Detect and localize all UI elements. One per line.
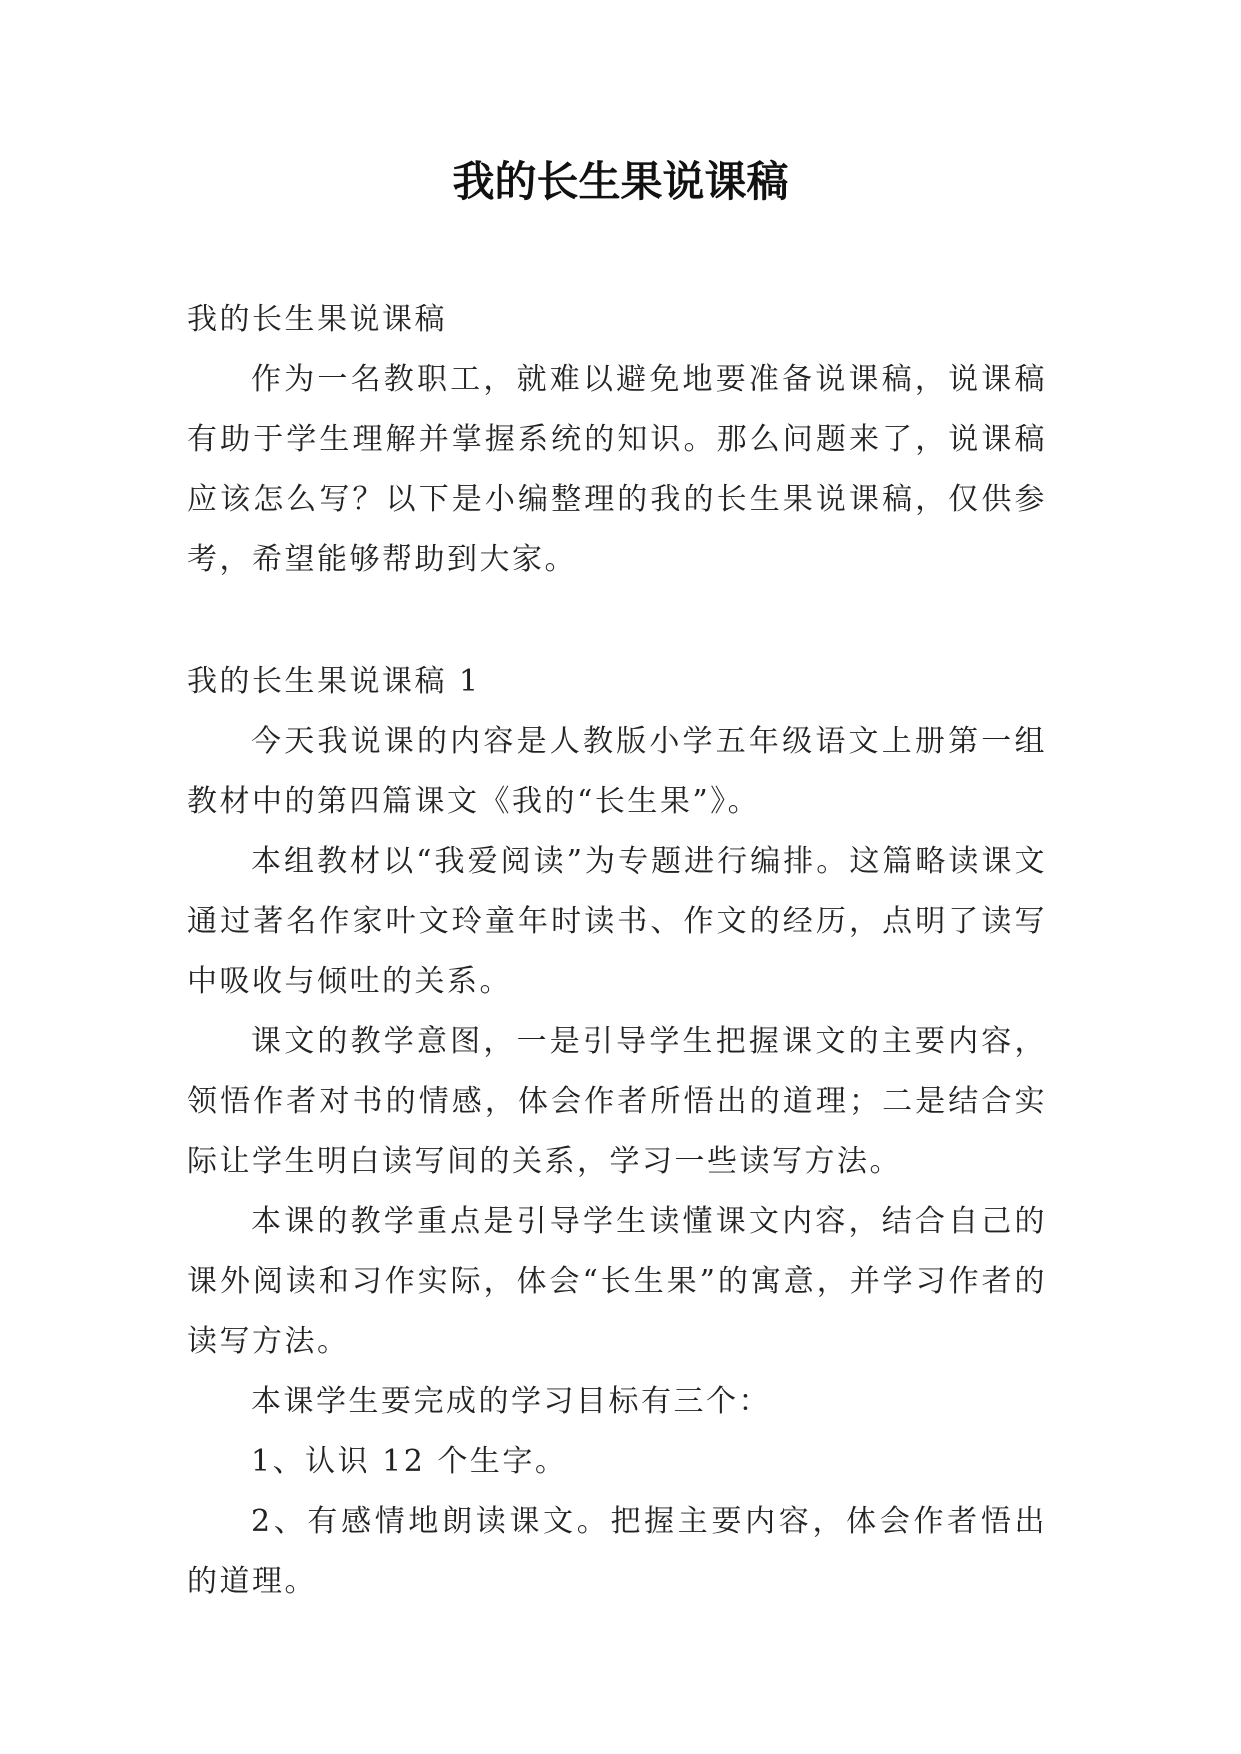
section-spacer <box>187 590 1047 652</box>
paragraph-teaching-intent: 课文的教学意图，一是引导学生把握课文的主要内容，领悟作者对书的情感，体会作者所悟出的道理；二是结合实际让学生明白读写间的关系，学习一些读写方法。 <box>187 1024 1047 1179</box>
objective-item-1: 1、认识 12 个生字。 <box>251 1444 568 1479</box>
paragraph-objectives-intro: 本课学生要完成的学习目标有三个： <box>251 1384 771 1419</box>
objective-item-2: 2、有感情地朗读课文。把握主要内容，体会作者悟出的道理。 <box>187 1504 1047 1599</box>
document-body <box>187 290 1047 1612</box>
paragraph-lesson-content: 今天我说课的内容是人教版小学五年级语文上册第一组教材中的第四篇课文《我的“长生果”》。 <box>187 724 1047 819</box>
paragraph-textbook-theme: 本组教材以“我爱阅读”为专题进行编排。这篇略读课文通过著名作家叶文玲童年时读书、作文的经历，点明了读写中吸收与倾吐的关系。 <box>187 844 1047 999</box>
paragraph-teaching-focus: 本课的教学重点是引导学生读懂课文内容，结合自己的课外阅读和习作实际，体会“长生果”的寓意，并学习作者的读写方法。 <box>187 1204 1047 1359</box>
intro-paragraph: 作为一名教职工，就难以避免地要准备说课稿，说课稿有助于学生理解并掌握系统的知识。那么问题来了，说课稿应该怎么写？以下是小编整理的我的长生果说课稿，仅供参考，希望能够帮助到大家。 <box>187 362 1047 577</box>
section-heading: 我的长生果说课稿 1 <box>187 664 481 699</box>
document-title: 我的长生果说课稿 <box>452 157 789 206</box>
intro-heading: 我的长生果说课稿 <box>187 302 447 337</box>
